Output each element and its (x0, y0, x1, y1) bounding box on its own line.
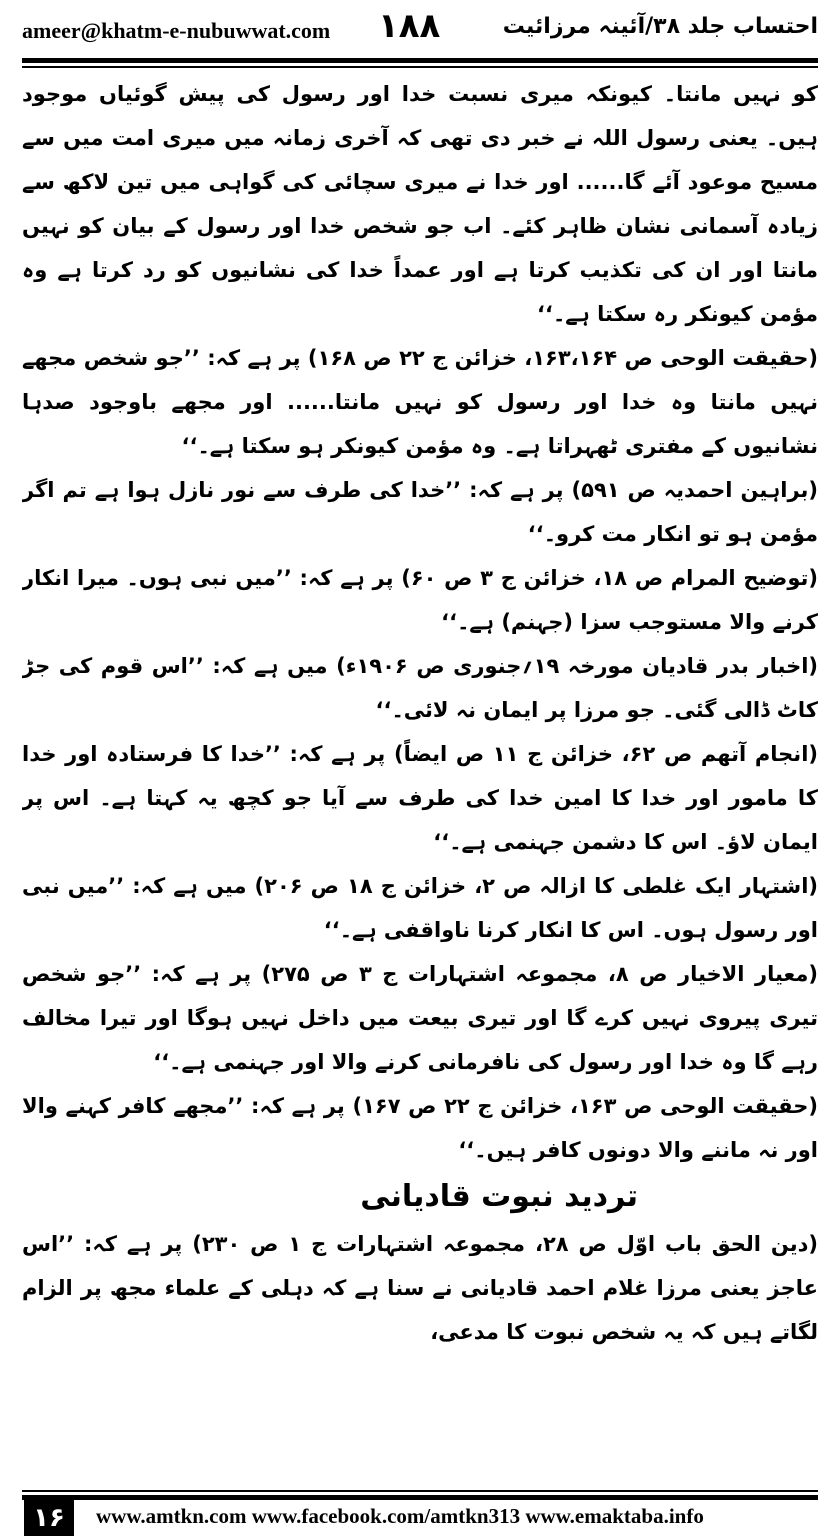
body-paragraph: کو نہیں مانتا۔ کیونکہ میری نسبت خدا اور رسول کی پیش گوئیاں موجود ہیں۔ یعنی رسول اللہ نے خبر دی تھی کہ آخری زمانہ میں میری امت میں سے مسیح موعود آئے گا...... اور خدا نے میری سچائی کی گواہی میں تین لاکھ سے زیادہ آسمانی نشان ظاہر کئے۔ اب جو شخص خدا اور رسول کے بیان کو نہیں مانتا اور ان کی تکذیب کرتا ہے اور عمداً خدا کی نشانیوں کو رد کرتا ہے وہ مؤمن کیونکر رہ سکتا ہے۔‘‘ (22, 82, 818, 326)
header-book-title: احتساب جلد ۳۸/آئینہ مرزائیت (502, 14, 818, 39)
footer-page-number: ۱۶ (24, 1500, 74, 1536)
body-paragraph: (اشتہار ایک غلطی کا ازالہ ص ۲، خزائن ج ۱۸ ص ۲۰۶) میں ہے کہ: ’’میں نبی اور رسول ہوں۔ اس کا انکار کرنا ناواقفی ہے۔‘‘ (22, 874, 818, 942)
body-paragraph-final: (دین الحق باب اوّل ص ۲۸، مجموعہ اشتہارات ج ۱ ص ۲۳۰) پر ہے کہ: ’’اس عاجز یعنی مرزا غلام احمد قادیانی نے سنا ہے کہ دہلی کے علماء مجھ پر الزام لگاتے ہیں کہ یہ شخص نبوت کا مدعی، (22, 1232, 818, 1344)
body-paragraph: (حقیقت الوحی ص ۱۶۳،۱۶۴، خزائن ج ۲۲ ص ۱۶۸) پر ہے کہ: ’’جو شخص مجھے نہیں مانتا وہ خدا اور رسول کو نہیں مانتا...... اور مجھے باوجود صدہا نشانیوں کے مفتری ٹھہراتا ہے۔ وہ مؤمن کیونکر ہو سکتا ہے۔‘‘ (22, 346, 818, 458)
footer-rule-thick (22, 1495, 818, 1500)
body-paragraph: (انجام آتھم ص ۶۲، خزائن ج ۱۱ ص ایضاً) پر ہے کہ: ’’خدا کا فرستادہ اور خدا کا مامور اور خدا کا امین خدا کی طرف سے آیا جو کچھ یہ کہتا ہے۔ اس پر ایمان لاؤ۔ اس کا دشمن جہنمی ہے۔‘‘ (22, 742, 818, 854)
body-paragraph: (براہین احمدیہ ص ۵۹۱) پر ہے کہ: ’’خدا کی طرف سے نور نازل ہوا ہے تم اگر مؤمن ہو تو انکار مت کرو۔‘‘ (22, 478, 818, 546)
body-paragraph: (حقیقت الوحی ص ۱۶۳، خزائن ج ۲۲ ص ۱۶۷) پر ہے کہ: ’’مجھے کافر کہنے والا اور نہ ماننے والا دونوں کافر ہیں۔‘‘ (22, 1094, 818, 1162)
footer-urls[interactable]: www.amtkn.com www.facebook.com/amtkn313 www.emaktaba.info (96, 1504, 704, 1528)
footer-rule-thin (22, 1490, 818, 1492)
header-page-number: ۱۸۸ (378, 6, 441, 46)
body-paragraph: (اخبار بدر قادیان مورخہ ۱۹؍جنوری ص ۱۹۰۶ء) میں ہے کہ: ’’اس قوم کی جڑ کاٹ ڈالی گئی۔ جو مرزا پر ایمان نہ لائی۔‘‘ (22, 654, 818, 722)
section-heading: تردید نبوت قادیانی (360, 1179, 638, 1214)
header-rule-thick (22, 58, 818, 63)
page-header (0, 0, 840, 60)
header-email[interactable]: ameer@khatm-e-nubuwwat.com (22, 18, 331, 43)
body-paragraph: (توضیح المرام ص ۱۸، خزائن ج ۳ ص ۶۰) پر ہے کہ: ’’میں نبی ہوں۔ میرا انکار کرنے والا مستوجب سزا (جہنم) ہے۔‘‘ (22, 566, 818, 634)
page-body (22, 72, 818, 1470)
header-rule-thin (22, 66, 818, 68)
body-paragraph: (معیار الاخیار ص ۸، مجموعہ اشتہارات ج ۳ ص ۲۷۵) پر ہے کہ: ’’جو شخص تیری پیروی نہیں کرے گا اور تیری بیعت میں داخل نہیں ہوگا اور تیرا مخالف رہے گا وہ خدا اور رسول کی نافرمانی کرنے والا اور جہنمی ہے۔‘‘ (22, 962, 818, 1074)
